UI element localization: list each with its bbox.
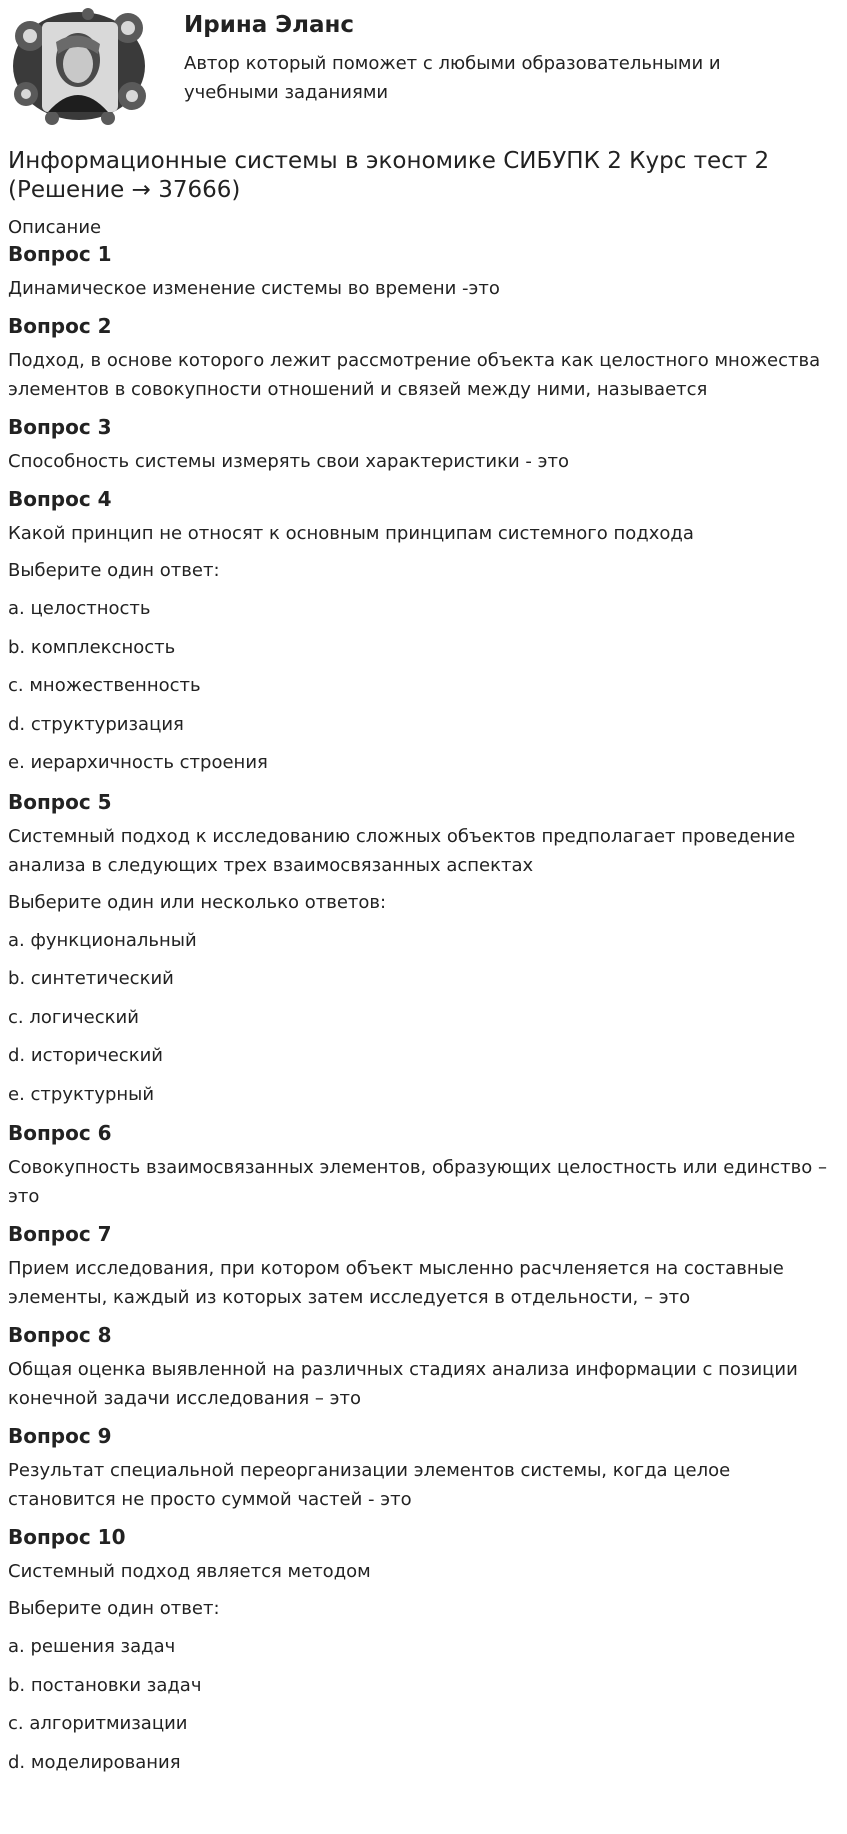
answer-options xyxy=(8,1632,838,1777)
question-title: Вопрос 3 xyxy=(8,415,112,439)
questions-list xyxy=(8,239,838,1786)
answer-option: d. исторический xyxy=(8,1045,163,1066)
question-text: Прием исследования, при котором объект мысленно расчленяется на составные элементы, каждый из которых затем исследуется в отдельности, – это xyxy=(8,1258,784,1308)
author-avatar xyxy=(8,6,150,128)
answer-option: c. алгоритмизации xyxy=(8,1713,188,1734)
author-name: Ирина Эланс xyxy=(184,12,355,38)
question-text: Системный подход к исследованию сложных объектов предполагает проведение анализа в следующих трех взаимосвязанных аспектах xyxy=(8,825,796,876)
question-block xyxy=(8,1421,838,1514)
question-block xyxy=(8,1219,838,1312)
question-text: Способность системы измерять свои характеристики - это xyxy=(8,451,570,472)
question-block xyxy=(8,412,838,476)
question-title: Вопрос 1 xyxy=(8,242,112,266)
question-title: Вопрос 8 xyxy=(8,1323,112,1347)
answer-option: a. целостность xyxy=(8,598,151,619)
question-text: Результат специальной переорганизации элементов системы, когда целое становится не просто суммой частей - это xyxy=(8,1460,731,1510)
author-description: Автор который поможет с любыми образовательными и учебными заданиями xyxy=(184,53,721,103)
question-block xyxy=(8,484,838,777)
question-text: Совокупность взаимосвязанных элементов, образующих целостность или единство – это xyxy=(8,1157,827,1207)
answer-options xyxy=(8,926,838,1109)
question-title: Вопрос 7 xyxy=(8,1222,112,1246)
question-block xyxy=(8,787,838,1109)
answer-option: a. функциональный xyxy=(8,929,197,951)
question-block xyxy=(8,1118,838,1211)
description-label: Описание xyxy=(8,217,102,238)
question-title: Вопрос 10 xyxy=(8,1525,126,1549)
page-title: Информационные системы в экономике СИБУПК 2 Курс тест 2 (Решение → 37666) xyxy=(8,148,770,203)
question-text: Динамическое изменение системы во времени -это xyxy=(8,278,500,299)
answer-options xyxy=(8,594,838,777)
question-text: Системный подход является методом xyxy=(8,1561,371,1582)
answer-option: a. решения задач xyxy=(8,1636,176,1657)
answer-prompt: Выберите один ответ: xyxy=(8,1598,220,1619)
question-text: Какой принцип не относят к основным принципам системного подхода xyxy=(8,523,694,544)
answer-option: b. комплексность xyxy=(8,636,176,658)
question-block xyxy=(8,1522,838,1777)
answer-prompt: Выберите один ответ: xyxy=(8,560,220,581)
answer-option: c. логический xyxy=(8,1006,139,1028)
question-block xyxy=(8,1320,838,1413)
question-title: Вопрос 2 xyxy=(8,314,112,338)
answer-option: b. синтетический xyxy=(8,968,174,989)
author-block xyxy=(0,0,847,140)
answer-option: d. структуризация xyxy=(8,713,184,735)
question-title: Вопрос 4 xyxy=(8,487,112,511)
question-title: Вопрос 5 xyxy=(8,789,112,814)
answer-prompt: Выберите один или несколько ответов: xyxy=(8,891,387,913)
question-text: Подход, в основе которого лежит рассмотрение объекта как целостного множества элементов в совокупности отношений и связей между ними, называется xyxy=(8,350,821,400)
answer-option: e. иерархичность строения xyxy=(8,752,268,773)
answer-option: d. моделирования xyxy=(8,1751,181,1773)
answer-option: c. множественность xyxy=(8,675,201,696)
question-title: Вопрос 6 xyxy=(8,1121,112,1145)
question-block xyxy=(8,239,838,303)
question-text: Общая оценка выявленной на различных стадиях анализа информации с позиции конечной задачи исследования – это xyxy=(8,1359,798,1409)
question-title: Вопрос 9 xyxy=(8,1424,112,1448)
answer-option: e. структурный xyxy=(8,1083,155,1105)
answer-option: b. постановки задач xyxy=(8,1674,202,1696)
question-block xyxy=(8,311,838,404)
